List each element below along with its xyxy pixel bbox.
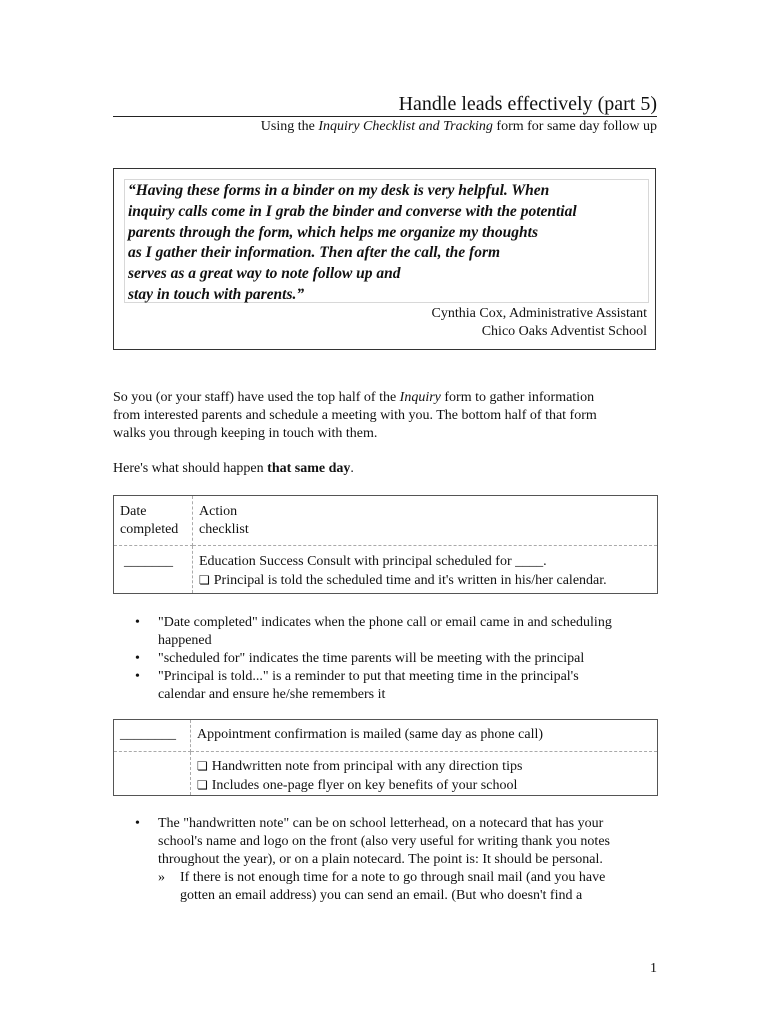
bullet-icon: • xyxy=(135,816,140,831)
header-date-label: Date xyxy=(120,504,147,519)
list-item-text: "Date completed" indicates when the phone call or email came in and scheduling xyxy=(158,615,612,630)
quote-line: serves as a great way to note follow up and xyxy=(128,265,401,283)
checklist-item-label: Includes one-page flyer on key benefits of your school xyxy=(211,778,518,793)
intro-form-name: Inquiry xyxy=(399,390,441,405)
checkbox-icon: ❏ xyxy=(197,778,208,792)
bullet-icon: • xyxy=(135,651,140,666)
table-row xyxy=(114,720,658,752)
action-consult-scheduled: Education Success Consult with principal scheduled for ____. xyxy=(199,554,547,569)
testimonial-quote xyxy=(128,181,648,306)
list-item-text: throughout the year), or on a plain notecard. The point is: It should be personal. xyxy=(158,852,603,867)
title-rule xyxy=(113,92,657,117)
action-cell xyxy=(193,546,658,594)
sub-bullet-icon: » xyxy=(158,870,165,885)
checkbox-icon: ❏ xyxy=(197,759,208,773)
same-day-paragraph xyxy=(113,460,658,478)
list-item-text: The "handwritten note" can be on school letterhead, on a notecard that has your xyxy=(158,816,604,831)
sub-list-item-text: gotten an email address) you can send an email. (But who doesn't find a xyxy=(180,888,583,903)
attribution-org: Chico Oaks Adventist School xyxy=(481,324,647,339)
list-item xyxy=(113,650,658,668)
intro-paragraph xyxy=(113,389,658,443)
empty-cell xyxy=(114,752,191,796)
list-item-text: "Principal is told..." is a reminder to put that meeting time in the principal's xyxy=(158,669,579,684)
intro-line1-pre: So you (or your staff) have used the top half of the xyxy=(113,390,400,405)
table-row xyxy=(114,752,658,796)
page-number: 1 xyxy=(650,961,657,976)
intro-line: walks you through keeping in touch with them. xyxy=(113,426,378,441)
header-completed-label: completed xyxy=(120,522,179,537)
confirmation-checklist-table xyxy=(113,719,658,796)
attribution-author: Cynthia Cox, Administrative Assistant xyxy=(431,306,647,321)
table-row xyxy=(114,546,658,594)
checkbox-icon: ❏ xyxy=(199,573,210,587)
same-day-post: . xyxy=(350,461,354,476)
bullet-icon: • xyxy=(135,669,140,684)
testimonial-attribution xyxy=(432,305,647,341)
subtitle-pre: Using the xyxy=(260,119,319,134)
quote-line: “Having these forms in a binder on my desk is very helpful. When xyxy=(128,182,550,199)
bullet-icon: • xyxy=(135,615,140,630)
sub-list-item-text: If there is not enough time for a note to go through snail mail (and you have xyxy=(180,870,606,885)
quote-line: parents through the form, which helps me organize my thoughts xyxy=(128,223,538,241)
testimonial-box xyxy=(113,168,656,350)
intro-line: from interested parents and schedule a meeting with you. The bottom half of that form xyxy=(113,408,597,423)
list-item-text: school's name and logo on the front (also very useful for writing thank you notes xyxy=(158,834,610,849)
page-title: Handle leads effectively (part 5) xyxy=(398,93,657,115)
intro-line1-post: form to gather information xyxy=(440,390,595,405)
checklist-item-label: Principal is told the scheduled time and it's written in his/her calendar. xyxy=(213,573,607,588)
list-item-text: calendar and ensure he/she remembers it xyxy=(158,687,386,702)
list-item xyxy=(113,815,658,905)
same-day-bold: that same day xyxy=(267,461,351,476)
list-item xyxy=(113,614,658,650)
date-notes-list xyxy=(113,614,658,704)
confirmation-items xyxy=(191,752,658,796)
same-day-checklist-table xyxy=(113,495,658,594)
header-action-checklist xyxy=(193,496,658,546)
checklist-item-label: Handwritten note from principal with any direction tips xyxy=(211,759,523,774)
page-subtitle xyxy=(113,118,657,136)
header-checklist-label: checklist xyxy=(199,522,249,537)
header-date-completed xyxy=(114,496,193,546)
checklist-item xyxy=(199,571,651,590)
quote-line: inquiry calls come in I grab the binder and converse with the potential xyxy=(128,202,577,220)
checklist-item xyxy=(197,757,651,776)
date-blank: _______ xyxy=(114,546,193,594)
quote-line: as I gather their information. Then after the call, the form xyxy=(128,244,501,262)
sub-list-item xyxy=(158,869,658,905)
quote-line: stay in touch with parents.” xyxy=(128,285,305,303)
action-confirmation-mailed: Appointment confirmation is mailed (same day as phone call) xyxy=(191,720,658,752)
date-blank: ________ xyxy=(114,720,191,752)
checklist-item xyxy=(197,776,651,795)
intro-line xyxy=(113,389,658,407)
handwritten-note-list xyxy=(113,815,658,905)
subtitle-post: form for same day follow up xyxy=(492,119,657,134)
same-day-pre: Here's what should happen xyxy=(113,461,268,476)
table-header-row xyxy=(114,496,658,546)
list-item xyxy=(113,668,658,704)
list-item-text: happened xyxy=(158,633,212,648)
subtitle-form-name: Inquiry Checklist and Tracking xyxy=(318,119,493,134)
header-action-label: Action xyxy=(199,504,238,519)
list-item-text: "scheduled for" indicates the time parents will be meeting with the principal xyxy=(158,651,585,666)
